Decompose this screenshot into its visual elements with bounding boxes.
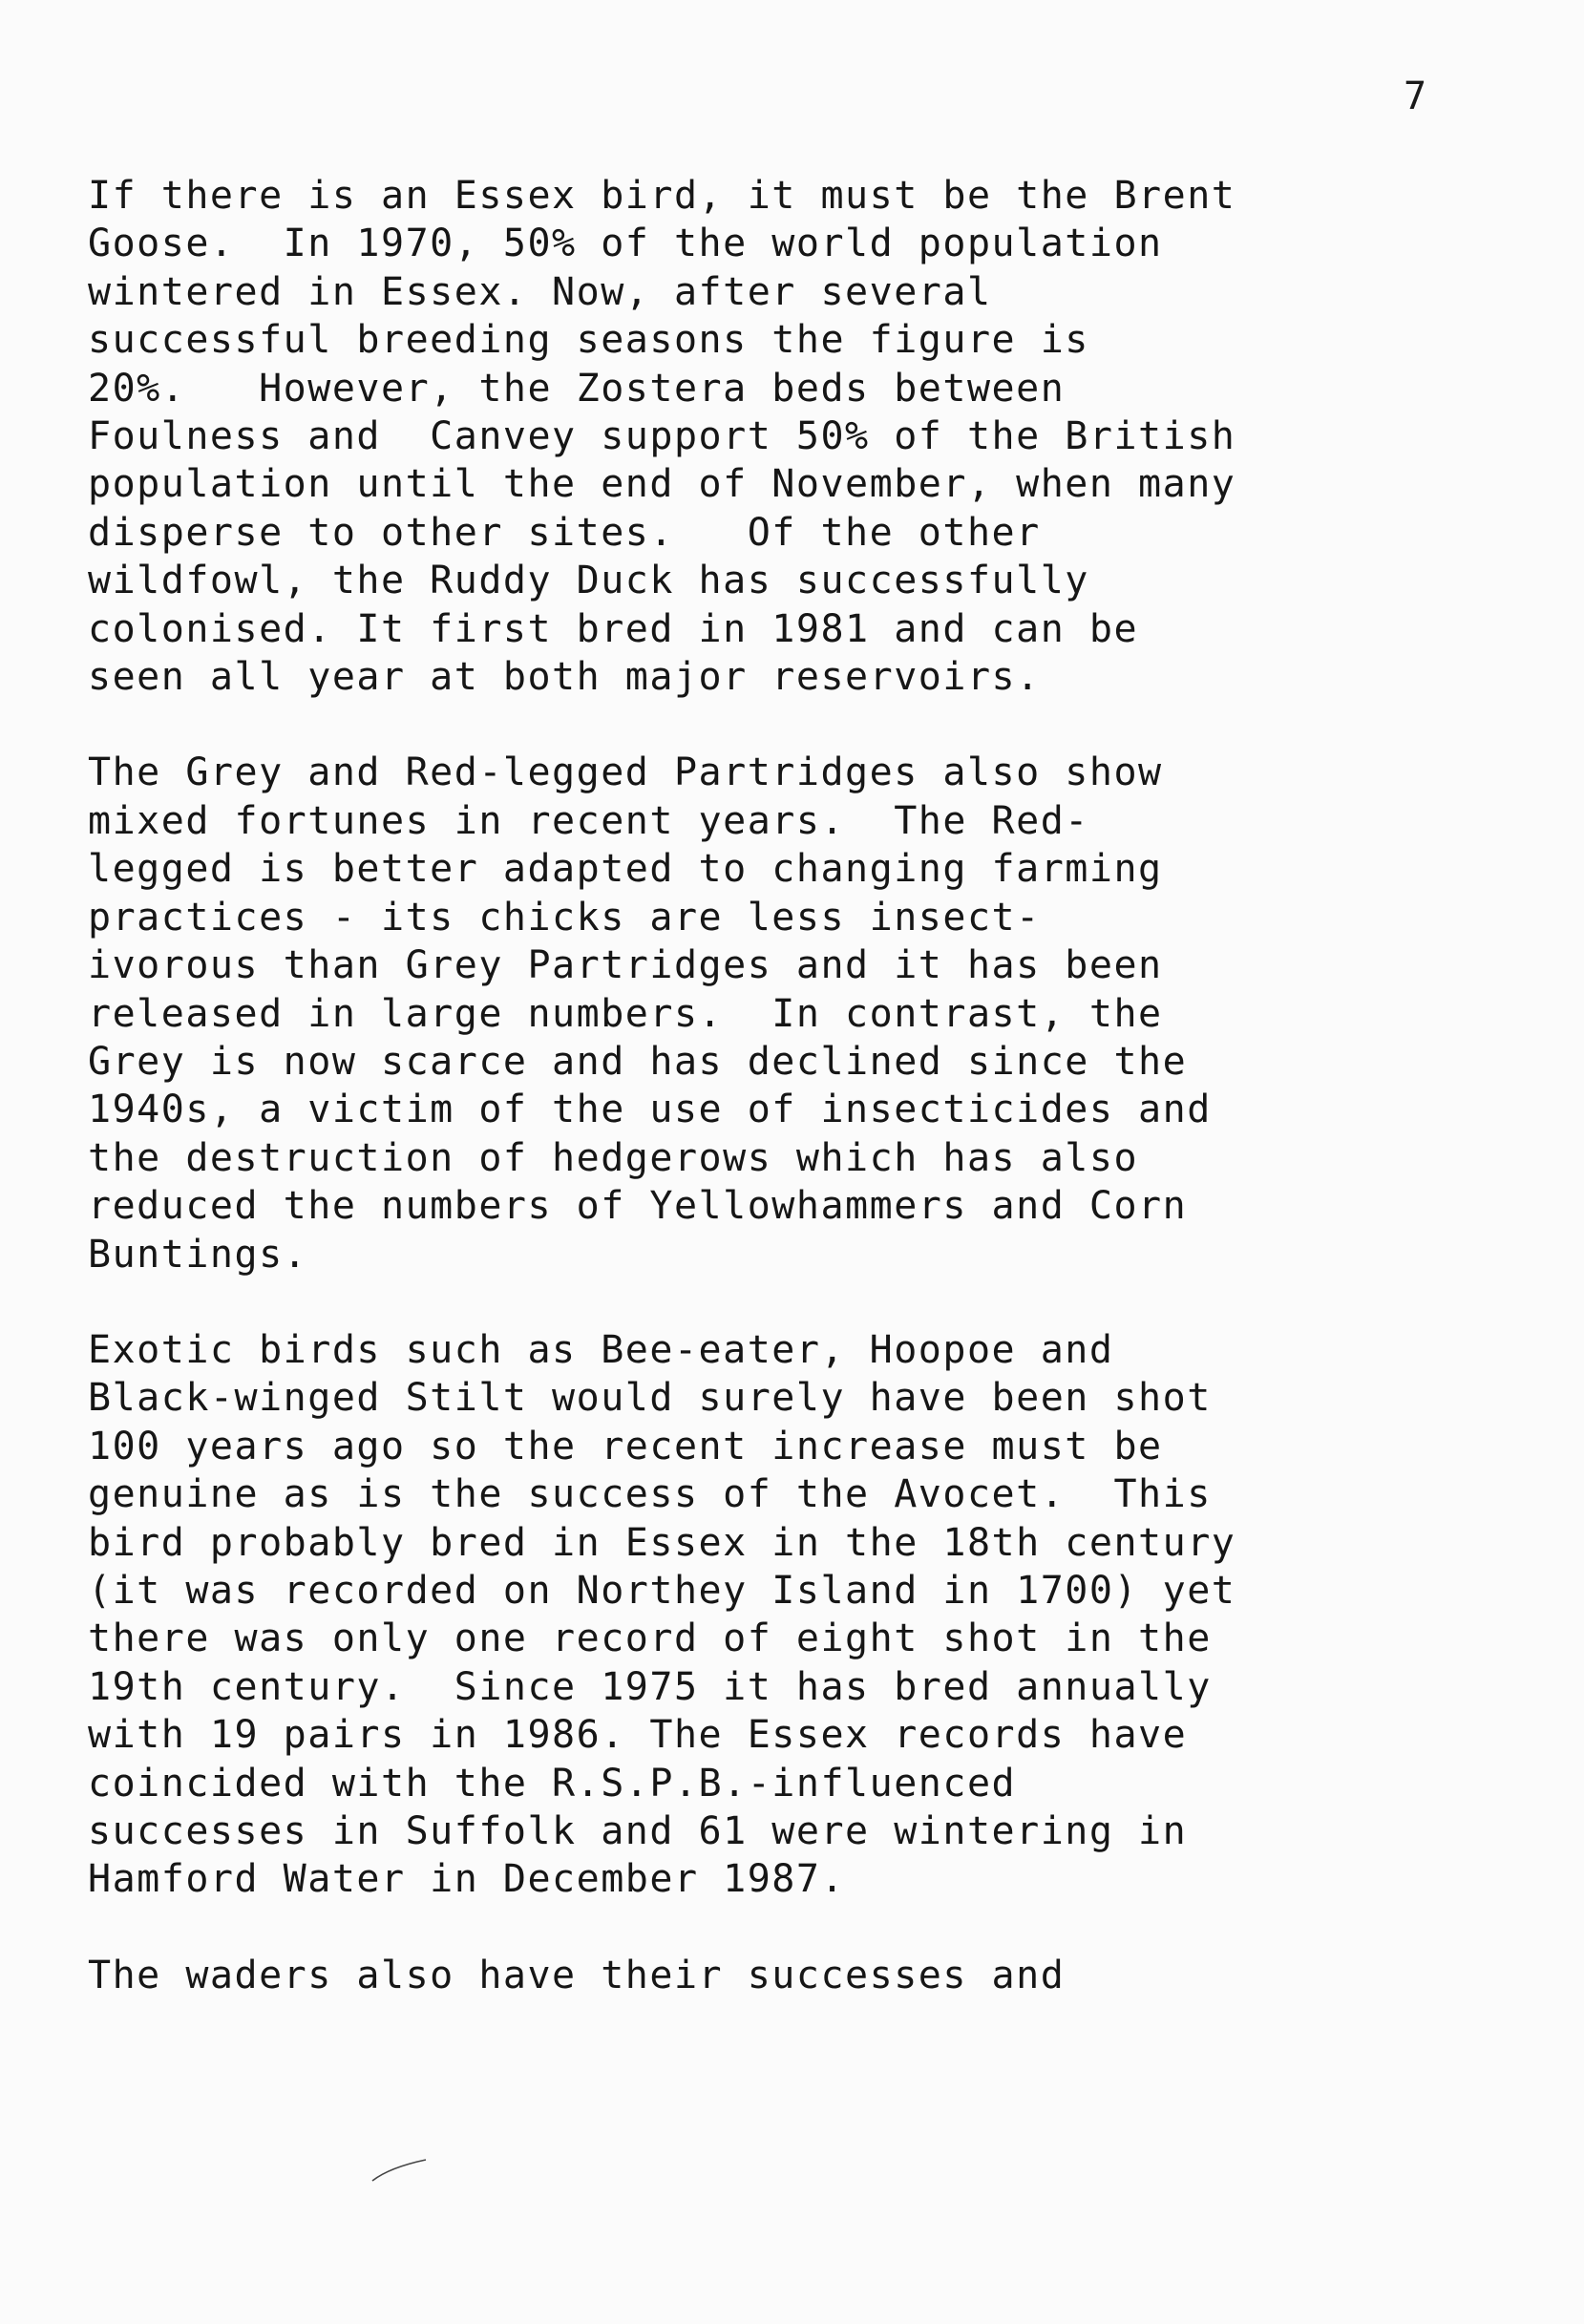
text-line: Buntings. (88, 1232, 308, 1277)
text-line: Grey is now scarce and has declined since the (88, 1039, 1188, 1084)
text-line: Goose. In 1970, 50% of the world population (88, 222, 1163, 266)
text-line: practices - its chicks are less insect- (88, 895, 1041, 940)
text-line: successes in Suffolk and 61 were wintering in (88, 1809, 1188, 1853)
text-line: 1940s, a victim of the use of insecticides and (88, 1088, 1212, 1132)
text-line: colonised. It first bred in 1981 and can be (88, 606, 1139, 651)
text-line: (it was recorded on Northey Island in 1700) yet (88, 1568, 1236, 1613)
body-text (88, 172, 1491, 2047)
text-line: released in large numbers. In contrast, the (88, 991, 1163, 1036)
text-line: The Grey and Red-legged Partridges also show (88, 750, 1163, 795)
paragraph-exotic-birds (88, 1326, 1491, 1904)
text-line: genuine as is the success of the Avocet. This (88, 1472, 1212, 1517)
paragraph-waders (88, 1952, 1491, 1999)
text-line: Hamford Water in December 1987. (88, 1857, 846, 1902)
text-line: legged is better adapted to changing farming (88, 847, 1163, 892)
text-line: successful breeding seasons the figure is (88, 318, 1089, 363)
page-number: 7 (1404, 74, 1427, 118)
text-line: 20%. However, the Zostera beds between (88, 366, 1066, 411)
text-line: 100 years ago so the recent increase must be (88, 1424, 1163, 1468)
text-line: population until the end of November, when many (88, 462, 1236, 507)
text-line: If there is an Essex bird, it must be the Brent (88, 174, 1236, 218)
text-line: ivorous than Grey Partridges and it has been (88, 943, 1163, 988)
text-line: coincided with the R.S.P.B.-influenced (88, 1761, 1017, 1806)
paragraph-partridges (88, 749, 1491, 1278)
text-line: wintered in Essex. Now, after several (88, 269, 992, 314)
text-line: there was only one record of eight shot in the (88, 1616, 1212, 1661)
pen-stroke-mark (370, 2156, 428, 2185)
text-line: 19th century. Since 1975 it has bred annually (88, 1664, 1212, 1709)
text-line: Black-winged Stilt would surely have been shot (88, 1376, 1212, 1421)
text-line: mixed fortunes in recent years. The Red- (88, 798, 1089, 843)
text-line: the destruction of hedgerows which has also (88, 1135, 1139, 1180)
text-line: bird probably bred in Essex in the 18th century (88, 1520, 1236, 1565)
text-line: Exotic birds such as Bee-eater, Hoopoe and (88, 1327, 1114, 1372)
text-line: The waders also have their successes and (88, 1953, 1066, 1997)
text-line: Foulness and Canvey support 50% of the British (88, 414, 1236, 459)
text-line: with 19 pairs in 1986. The Essex records have (88, 1713, 1188, 1758)
text-line: reduced the numbers of Yellowhammers and Corn (88, 1184, 1188, 1229)
paragraph-brent-goose (88, 172, 1491, 701)
text-line: disperse to other sites. Of the other (88, 510, 1041, 555)
text-line: seen all year at both major reservoirs. (88, 655, 1041, 700)
text-line: wildfowl, the Ruddy Duck has successfully (88, 559, 1089, 603)
